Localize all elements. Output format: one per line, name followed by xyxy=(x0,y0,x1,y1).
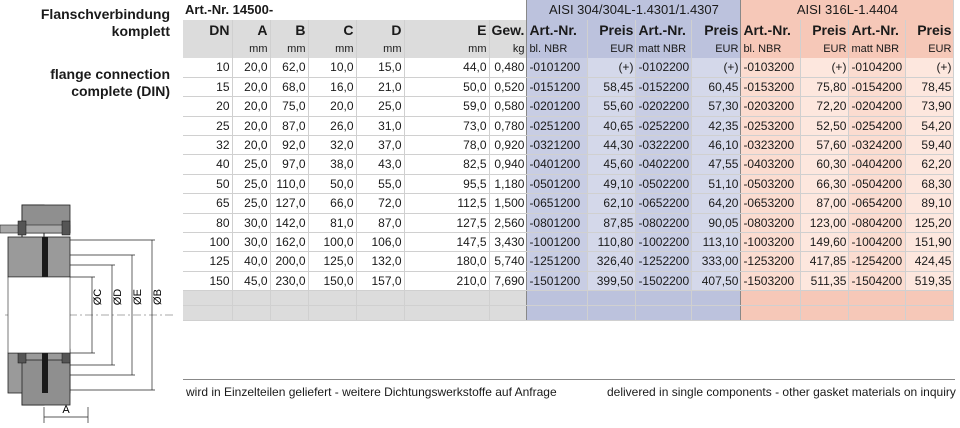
table-row-cell: 68,0 xyxy=(270,77,308,96)
table-row-cell: 0,520 xyxy=(489,77,527,96)
table-row-cell: 125 xyxy=(183,252,232,271)
table-row-cell: 112,5 xyxy=(404,194,489,213)
table-row-cell: -1002200 xyxy=(636,233,692,252)
table-header-row-cell: A xyxy=(232,20,270,40)
table-row-cell: 20 xyxy=(183,97,232,116)
table-row-cell: 511,35 xyxy=(801,271,849,290)
table-header-row-cell: Art.-Nr. xyxy=(741,20,801,40)
table-row-empty-cell xyxy=(692,306,741,321)
table-row-cell: 399,50 xyxy=(588,271,636,290)
table-row-cell: -0104200 xyxy=(849,58,906,77)
table-row-cell: 15,0 xyxy=(356,58,404,77)
table-row-cell: 55,0 xyxy=(356,174,404,193)
table-row-cell: -0652200 xyxy=(636,194,692,213)
table-row xyxy=(183,116,954,135)
title-english xyxy=(0,66,170,100)
table-units-row-cell: bl. NBR xyxy=(741,40,801,58)
table-header-row-cell: Art.-Nr. xyxy=(849,20,906,40)
table-row-empty-cell xyxy=(356,306,404,321)
table-header-row-cell: Preis xyxy=(692,20,741,40)
table-row-cell: -1252200 xyxy=(636,252,692,271)
table-row-cell: 49,10 xyxy=(588,174,636,193)
table-row-cell: 72,0 xyxy=(356,194,404,213)
table-row-cell: 80 xyxy=(183,213,232,232)
table-header-row-cell: DN xyxy=(183,20,232,40)
table-row-empty-cell xyxy=(232,306,270,321)
table-row-cell: 95,5 xyxy=(404,174,489,193)
table-row-cell: 7,690 xyxy=(489,271,527,290)
table-row-cell: 20,0 xyxy=(232,77,270,96)
dim-d-label: ØD xyxy=(112,288,124,306)
table-row-cell: -0253200 xyxy=(741,116,801,135)
table-row-cell: 106,0 xyxy=(356,233,404,252)
dim-a-label: A xyxy=(62,404,70,416)
table-row-cell: 417,85 xyxy=(801,252,849,271)
table-row xyxy=(183,58,954,77)
flange-table xyxy=(183,0,954,321)
table-units-row-cell: EUR xyxy=(801,40,849,58)
table-row-cell: -0654200 xyxy=(849,194,906,213)
table-row-cell: 200,0 xyxy=(270,252,308,271)
table-row-cell: 157,0 xyxy=(356,271,404,290)
table-row-cell: 45,60 xyxy=(588,155,636,174)
table-row-empty-cell xyxy=(588,291,636,306)
table-row-cell: -0202200 xyxy=(636,97,692,116)
table-row-cell: 230,0 xyxy=(270,271,308,290)
table-row-empty xyxy=(183,291,954,306)
table-units-row-cell: EUR xyxy=(692,40,741,58)
table-row-cell: 90,05 xyxy=(692,213,741,232)
group-aisi-304: AISI 304/304L-1.4301/1.4307 xyxy=(527,0,741,20)
table-row-cell: 180,0 xyxy=(404,252,489,271)
table-row-empty-cell xyxy=(232,291,270,306)
table-row-cell: -0802200 xyxy=(636,213,692,232)
table-row-cell: 50 xyxy=(183,174,232,193)
table-row-empty-cell xyxy=(183,306,232,321)
table-row xyxy=(183,252,954,271)
table-row-cell: 60,45 xyxy=(692,77,741,96)
table-row-cell: 20,0 xyxy=(232,136,270,155)
table-row-cell: 162,0 xyxy=(270,233,308,252)
table-row-cell: 110,0 xyxy=(270,174,308,193)
table-row-cell: -0102200 xyxy=(636,58,692,77)
table-row-cell: 81,0 xyxy=(308,213,356,232)
table-row-cell: -0402200 xyxy=(636,155,692,174)
table-row-cell: -1001200 xyxy=(527,233,588,252)
table-row-cell: 123,00 xyxy=(801,213,849,232)
table-row-empty-cell xyxy=(308,306,356,321)
table-row-cell: 40,0 xyxy=(232,252,270,271)
table-units-row-cell: bl. NBR xyxy=(527,40,588,58)
table-header-row-cell: Art.-Nr. xyxy=(527,20,588,40)
note-german: wird in Einzelteilen geliefert - weitere Dichtungswerkstoffe auf Anfrage xyxy=(186,385,557,399)
table-row-empty-cell xyxy=(489,291,527,306)
table-row-empty-cell xyxy=(849,306,906,321)
table-row-cell: 25,0 xyxy=(232,194,270,213)
table-row-cell: 62,20 xyxy=(906,155,954,174)
table-row-cell: 73,90 xyxy=(906,97,954,116)
table-row-cell: 150,0 xyxy=(308,271,356,290)
table-row-cell: 55,60 xyxy=(588,97,636,116)
table-row-cell: 92,0 xyxy=(270,136,308,155)
table-row-cell: -0501200 xyxy=(527,174,588,193)
table-row-cell: 210,0 xyxy=(404,271,489,290)
table-row-cell: -0251200 xyxy=(527,116,588,135)
title-german-line1: Flanschverbindung xyxy=(40,6,170,22)
table-row xyxy=(183,194,954,213)
table-row-cell: 0,480 xyxy=(489,58,527,77)
table-row-cell: 100,0 xyxy=(308,233,356,252)
table-row-empty-cell xyxy=(906,291,954,306)
table-row-cell: 149,60 xyxy=(801,233,849,252)
table-row-cell: 44,0 xyxy=(404,58,489,77)
table-row-cell: 5,740 xyxy=(489,252,527,271)
table-row-cell: 82,5 xyxy=(404,155,489,174)
table-row-cell: 0,920 xyxy=(489,136,527,155)
table-row-empty-cell xyxy=(183,291,232,306)
table-row-cell: 132,0 xyxy=(356,252,404,271)
table-row-cell: -0502200 xyxy=(636,174,692,193)
table-row-cell: -1253200 xyxy=(741,252,801,271)
table-row-cell: (+) xyxy=(588,58,636,77)
table-row-empty-cell xyxy=(906,306,954,321)
table-row-empty-cell xyxy=(741,291,801,306)
table-row-empty-cell xyxy=(527,306,588,321)
table-row-empty-cell xyxy=(356,291,404,306)
table-row-cell: 47,55 xyxy=(692,155,741,174)
table-row-cell: 16,0 xyxy=(308,77,356,96)
table-row-cell: -0252200 xyxy=(636,116,692,135)
table-row-empty-cell xyxy=(636,291,692,306)
table-row-cell: 87,00 xyxy=(801,194,849,213)
table-row-cell: 46,10 xyxy=(692,136,741,155)
table-units-row-cell: matt NBR xyxy=(849,40,906,58)
table-row-cell: -1003200 xyxy=(741,233,801,252)
table-row-cell: 1,500 xyxy=(489,194,527,213)
dim-c-label: ØC xyxy=(92,288,104,306)
table-row-cell: 40,65 xyxy=(588,116,636,135)
table-row-cell: 64,20 xyxy=(692,194,741,213)
table-row-cell: 68,30 xyxy=(906,174,954,193)
table-row-cell: 10,0 xyxy=(308,58,356,77)
table-row-cell: 1,180 xyxy=(489,174,527,193)
table-row xyxy=(183,233,954,252)
table-row-cell: -0321200 xyxy=(527,136,588,155)
table-row-cell: 97,0 xyxy=(270,155,308,174)
table-row-cell: 44,30 xyxy=(588,136,636,155)
table-row xyxy=(183,97,954,116)
table-row-cell: -0254200 xyxy=(849,116,906,135)
table-row-cell: 32,0 xyxy=(308,136,356,155)
table-row-cell: 110,80 xyxy=(588,233,636,252)
table-row-cell: -0653200 xyxy=(741,194,801,213)
table-units-row-cell: kg xyxy=(489,40,527,58)
table-row-cell: 42,35 xyxy=(692,116,741,135)
table-row-cell: (+) xyxy=(801,58,849,77)
table-row-cell: -0322200 xyxy=(636,136,692,155)
table-row-cell: 66,30 xyxy=(801,174,849,193)
table-row-cell: -0503200 xyxy=(741,174,801,193)
table-row-cell: 75,80 xyxy=(801,77,849,96)
table-row-empty-cell xyxy=(692,291,741,306)
table-row-empty-cell xyxy=(588,306,636,321)
table-row-cell: 78,45 xyxy=(906,77,954,96)
table-row-cell: 38,0 xyxy=(308,155,356,174)
table-row-cell: 60,30 xyxy=(801,155,849,174)
table-row-cell: 0,940 xyxy=(489,155,527,174)
note-english: delivered in single components - other gasket materials on inquiry xyxy=(607,385,956,399)
table-row-cell: -0803200 xyxy=(741,213,801,232)
table-row-cell: -0153200 xyxy=(741,77,801,96)
table-row-cell: -1501200 xyxy=(527,271,588,290)
table-row-cell: -1502200 xyxy=(636,271,692,290)
dim-e-label: ØE xyxy=(132,289,144,305)
table-row-empty-cell xyxy=(527,291,588,306)
table-header-row-cell: Preis xyxy=(588,20,636,40)
table-row-empty-cell xyxy=(270,306,308,321)
table-row-cell: 147,5 xyxy=(404,233,489,252)
table-row-empty-cell xyxy=(801,291,849,306)
table-row-cell: 75,0 xyxy=(270,97,308,116)
table-row-cell: 66,0 xyxy=(308,194,356,213)
table-row-cell: 25,0 xyxy=(232,174,270,193)
table-row-cell: 32 xyxy=(183,136,232,155)
table-row-cell: -0103200 xyxy=(741,58,801,77)
table-units-row-cell: EUR xyxy=(588,40,636,58)
table-row-cell: 37,0 xyxy=(356,136,404,155)
table-row-cell: 21,0 xyxy=(356,77,404,96)
table-header-row0 xyxy=(183,0,954,20)
table-row-cell: -1504200 xyxy=(849,271,906,290)
table-row-cell: -0401200 xyxy=(527,155,588,174)
table-row-empty-cell xyxy=(308,291,356,306)
table-row-cell: 62,10 xyxy=(588,194,636,213)
table-row-cell: 26,0 xyxy=(308,116,356,135)
table-row-cell: 0,580 xyxy=(489,97,527,116)
table-row-cell: 65 xyxy=(183,194,232,213)
dim-b-label: ØB xyxy=(152,289,164,305)
table-row-cell: 54,20 xyxy=(906,116,954,135)
table-row-cell: 87,85 xyxy=(588,213,636,232)
table-row-cell: -0403200 xyxy=(741,155,801,174)
table-units-row xyxy=(183,40,954,58)
footer-divider xyxy=(183,379,955,380)
table-header-row-cell: B xyxy=(270,20,308,40)
table-row-empty-cell xyxy=(489,306,527,321)
table-row-cell: -1004200 xyxy=(849,233,906,252)
table-row-cell: -0324200 xyxy=(849,136,906,155)
table-row-empty-cell xyxy=(636,306,692,321)
table-row-cell: -0154200 xyxy=(849,77,906,96)
table-row xyxy=(183,213,954,232)
table-row-cell: 333,00 xyxy=(692,252,741,271)
table-header-row-cell: Gew. xyxy=(489,20,527,40)
table-row-cell: -1254200 xyxy=(849,252,906,271)
table-row-cell: -0204200 xyxy=(849,97,906,116)
table-row-cell: 50,0 xyxy=(404,77,489,96)
table-header-row-cell: E xyxy=(404,20,489,40)
table-row-empty-cell xyxy=(404,291,489,306)
table-row-cell: 89,10 xyxy=(906,194,954,213)
table-row-cell: 407,50 xyxy=(692,271,741,290)
table-row xyxy=(183,155,954,174)
table-header-row-cell: Preis xyxy=(801,20,849,40)
table-row-cell: 87,0 xyxy=(356,213,404,232)
table-row-cell: 31,0 xyxy=(356,116,404,135)
table-row-empty xyxy=(183,306,954,321)
table-header-row xyxy=(183,20,954,40)
table-row-cell: 59,0 xyxy=(404,97,489,116)
table-row-cell: -0504200 xyxy=(849,174,906,193)
table-row xyxy=(183,174,954,193)
table-header-row-cell: Art.-Nr. xyxy=(636,20,692,40)
table-row-cell: 326,40 xyxy=(588,252,636,271)
table-row-cell: 20,0 xyxy=(308,97,356,116)
table-row-cell: 25,0 xyxy=(356,97,404,116)
table-row-cell: 72,20 xyxy=(801,97,849,116)
table-units-row-cell: mm xyxy=(356,40,404,58)
title-english-line2: complete (DIN) xyxy=(71,83,170,99)
title-english-line1: flange connection xyxy=(50,66,170,82)
table-header-row-cell: C xyxy=(308,20,356,40)
table-row-cell: 10 xyxy=(183,58,232,77)
table-units-row-cell: matt NBR xyxy=(636,40,692,58)
table-row-cell: 127,5 xyxy=(404,213,489,232)
table-row-cell: 30,0 xyxy=(232,233,270,252)
table-row-cell: 43,0 xyxy=(356,155,404,174)
table-row-cell: 125,20 xyxy=(906,213,954,232)
table-row-cell: 73,0 xyxy=(404,116,489,135)
table-row-cell: 51,10 xyxy=(692,174,741,193)
table-row-cell: -0203200 xyxy=(741,97,801,116)
table-row-cell: 151,90 xyxy=(906,233,954,252)
table-units-row-cell xyxy=(183,40,232,58)
table-row-cell: 57,30 xyxy=(692,97,741,116)
table-row-cell: 125,0 xyxy=(308,252,356,271)
title-german xyxy=(0,6,170,40)
table-row-cell: -0804200 xyxy=(849,213,906,232)
table-row-empty-cell xyxy=(404,306,489,321)
title-german-line2: komplett xyxy=(111,23,170,39)
table-row-cell: 57,60 xyxy=(801,136,849,155)
table-row-empty-cell xyxy=(741,306,801,321)
table-row-cell: 2,560 xyxy=(489,213,527,232)
table-row-cell: 20,0 xyxy=(232,116,270,135)
table-row-cell: 0,780 xyxy=(489,116,527,135)
table-row-cell: -0801200 xyxy=(527,213,588,232)
table-row-cell: 58,45 xyxy=(588,77,636,96)
table-row-cell: 25 xyxy=(183,116,232,135)
table-row-cell: -0201200 xyxy=(527,97,588,116)
table-units-row-cell: EUR xyxy=(906,40,954,58)
table-row-cell: -1251200 xyxy=(527,252,588,271)
table-row-cell: 142,0 xyxy=(270,213,308,232)
table-row-cell: 25,0 xyxy=(232,155,270,174)
table-row-cell: -0152200 xyxy=(636,77,692,96)
table-header-row-cell: D xyxy=(356,20,404,40)
table-row-cell: 15 xyxy=(183,77,232,96)
table-row xyxy=(183,77,954,96)
table-row-cell: 62,0 xyxy=(270,58,308,77)
table-units-row-cell: mm xyxy=(308,40,356,58)
table-row-cell: 52,50 xyxy=(801,116,849,135)
table-row-cell: 424,45 xyxy=(906,252,954,271)
table-row-cell: 78,0 xyxy=(404,136,489,155)
table-units-row-cell: mm xyxy=(404,40,489,58)
table-row-cell: 100 xyxy=(183,233,232,252)
table-row-cell: 45,0 xyxy=(232,271,270,290)
table-header-row-cell: Preis xyxy=(906,20,954,40)
art-nr-header: Art.-Nr. 14500- xyxy=(183,0,527,20)
table-row-cell: 3,430 xyxy=(489,233,527,252)
table-row-empty-cell xyxy=(801,306,849,321)
table-row-cell: 519,35 xyxy=(906,271,954,290)
table-row-cell: 40 xyxy=(183,155,232,174)
table-row-cell: 30,0 xyxy=(232,213,270,232)
table-row-cell: (+) xyxy=(692,58,741,77)
table-units-row-cell: mm xyxy=(270,40,308,58)
table-row-empty-cell xyxy=(849,291,906,306)
table-row-cell: 113,10 xyxy=(692,233,741,252)
table-row-cell: 59,40 xyxy=(906,136,954,155)
table-row-cell: -0404200 xyxy=(849,155,906,174)
flange-drawing xyxy=(0,185,180,428)
table-row-cell: -1503200 xyxy=(741,271,801,290)
table-row-cell: -0151200 xyxy=(527,77,588,96)
table-row xyxy=(183,136,954,155)
table-row xyxy=(183,271,954,290)
table-row-cell: -0651200 xyxy=(527,194,588,213)
table-row-cell: 87,0 xyxy=(270,116,308,135)
table-row-cell: (+) xyxy=(906,58,954,77)
table-units-row-cell: mm xyxy=(232,40,270,58)
table-row-cell: -0101200 xyxy=(527,58,588,77)
table-row-cell: 20,0 xyxy=(232,97,270,116)
table-row-cell: -0323200 xyxy=(741,136,801,155)
table-row-empty-cell xyxy=(270,291,308,306)
table-row-cell: 20,0 xyxy=(232,58,270,77)
table-row-cell: 127,0 xyxy=(270,194,308,213)
group-aisi-316: AISI 316L-1.4404 xyxy=(741,0,954,20)
table-row-cell: 150 xyxy=(183,271,232,290)
table-row-cell: 50,0 xyxy=(308,174,356,193)
